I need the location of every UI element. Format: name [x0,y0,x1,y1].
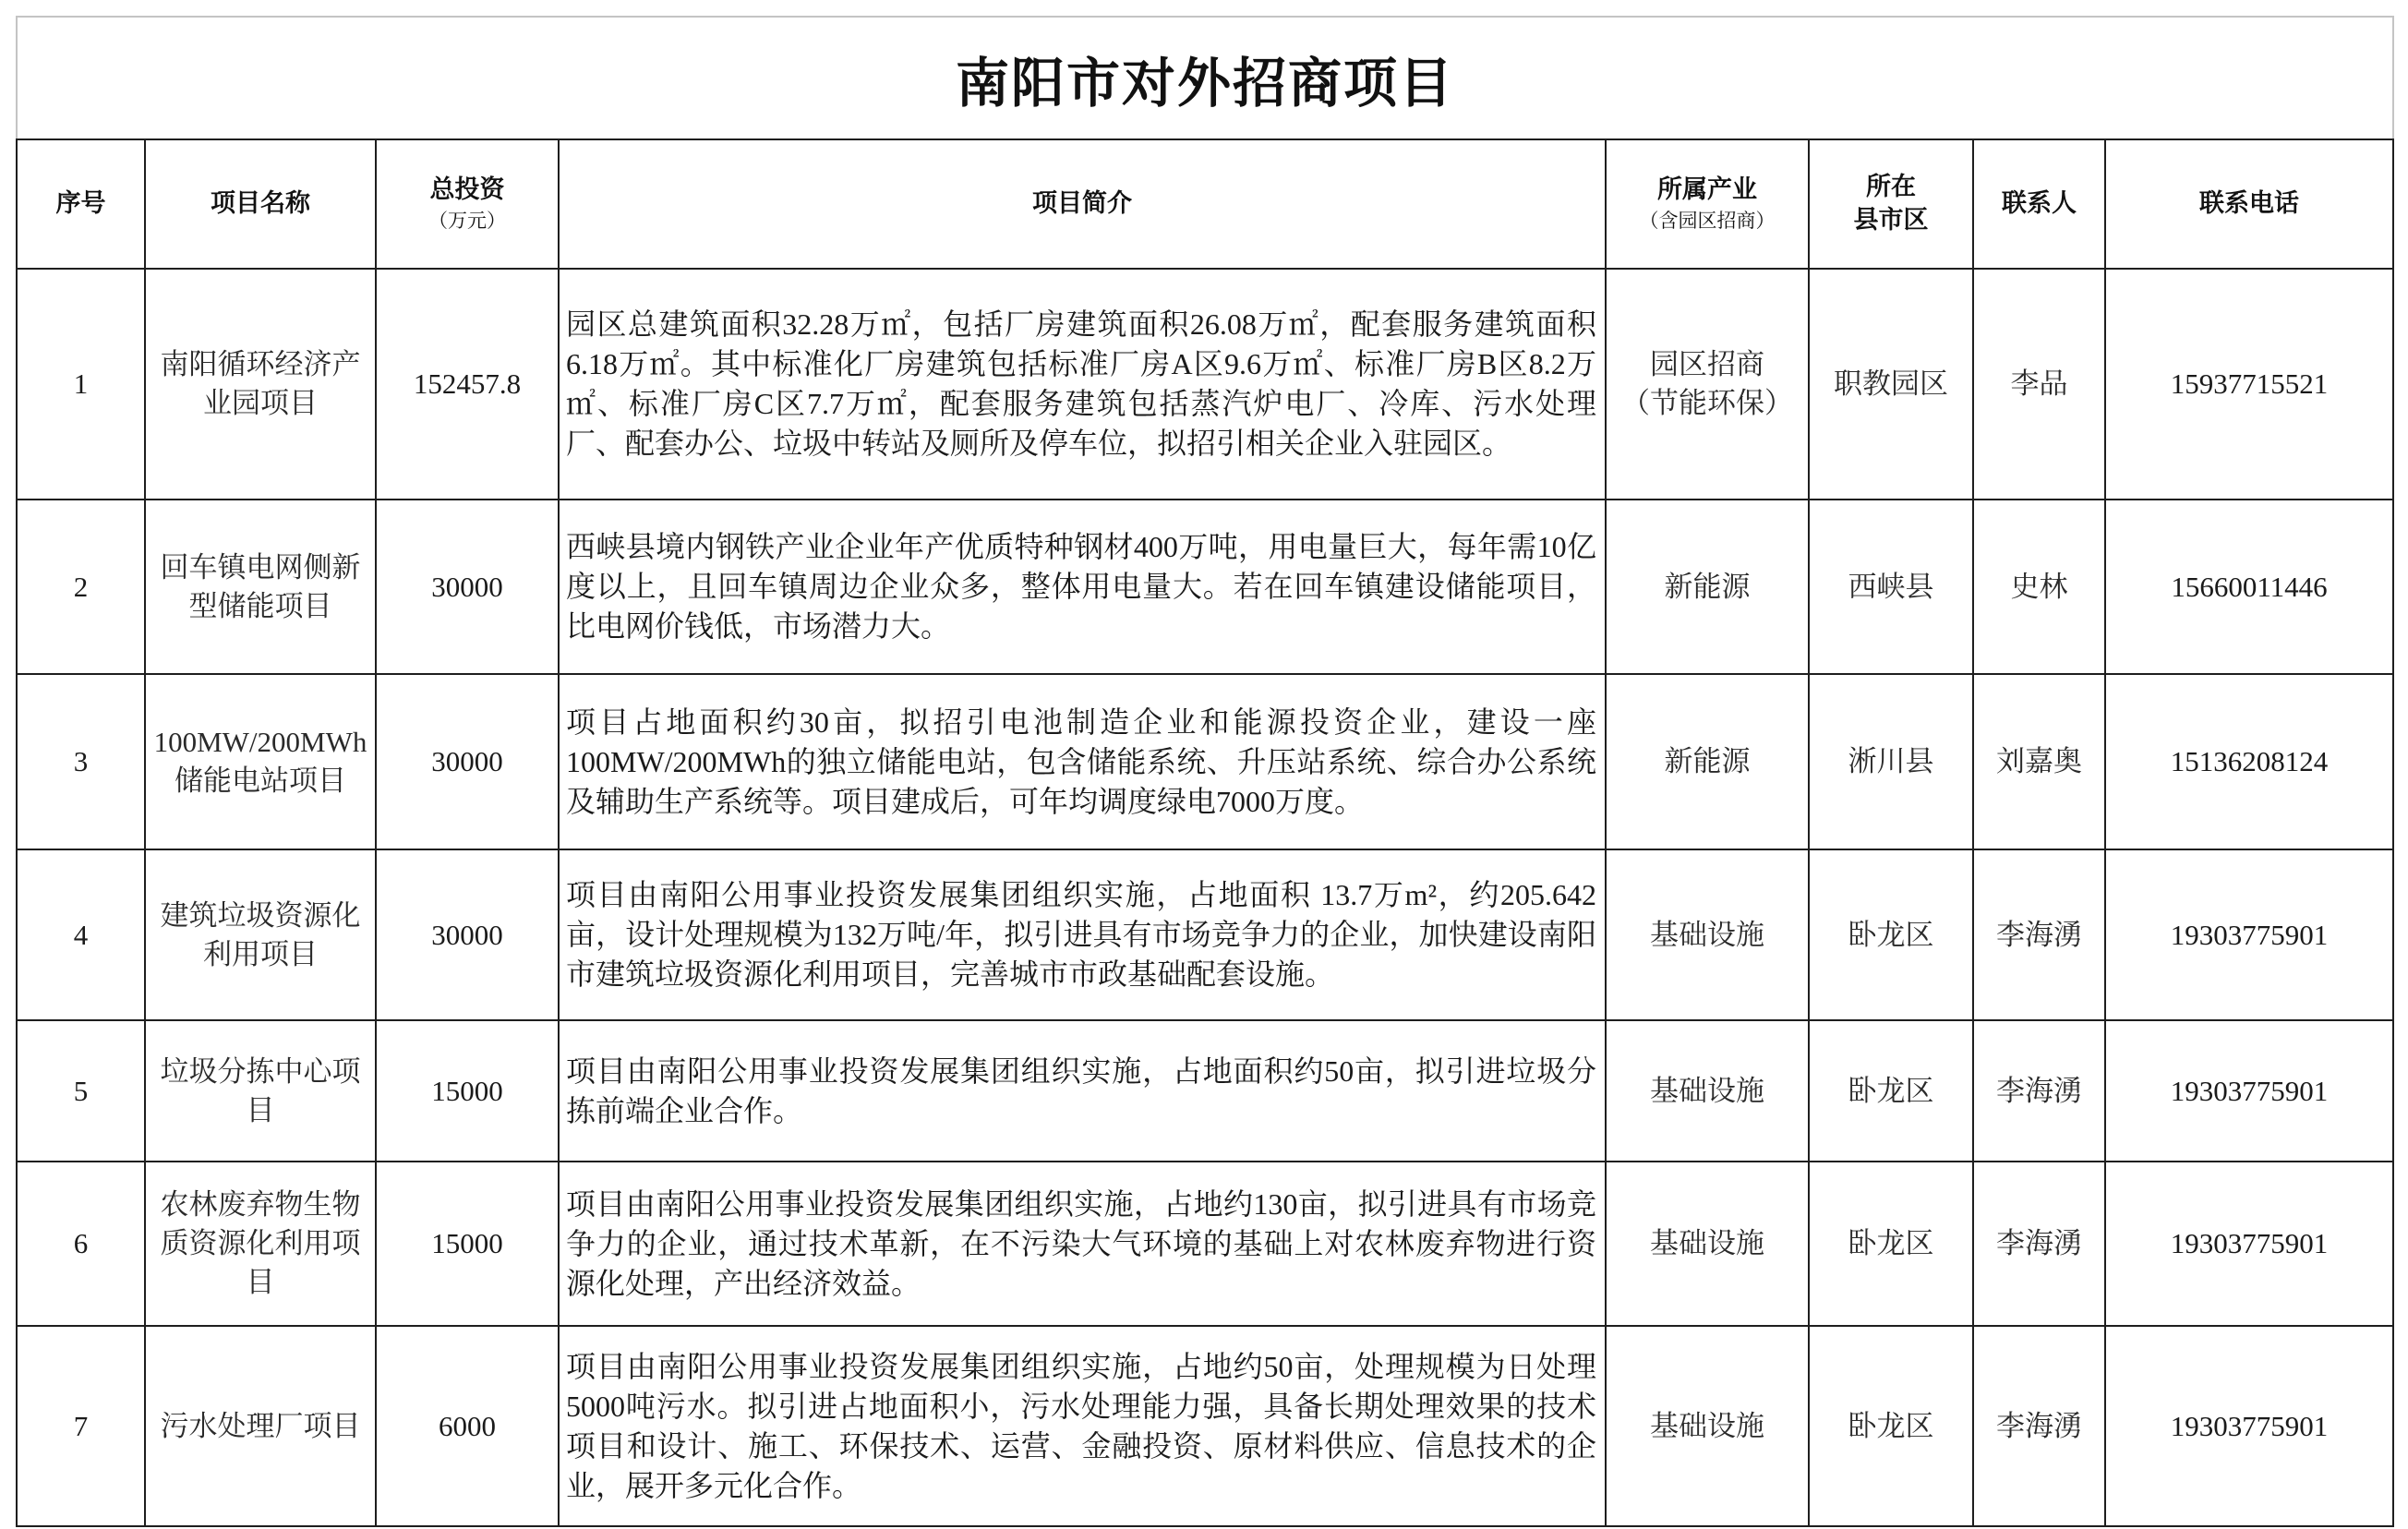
cell-contact: 李海湧 [1973,1162,2105,1326]
cell-phone: 19303775901 [2105,1020,2393,1162]
cell-phone: 15136208124 [2105,674,2393,849]
cell-investment: 6000 [376,1326,559,1526]
table-row [17,1326,2393,1526]
cell-project-name: 建筑垃圾资源化利用项目 [145,849,376,1020]
header-investment-label: 总投资 [429,175,505,204]
cell-seq: 4 [17,849,145,1020]
cell-summary: 项目由南阳公用事业投资发展集团组织实施，占地约50亩，处理规模为日处理5000吨污水。拟引进占地面积小，污水处理能力强，具备长期处理效果的技术项目和设计、施工、环保技术、运营、金融投资、原材料供应、信息技术的企业，展开多元化合作。 [559,1326,1606,1526]
cell-investment: 152457.8 [376,269,559,500]
cell-district: 卧龙区 [1809,1020,1973,1162]
cell-investment: 30000 [376,674,559,849]
cell-district: 卧龙区 [1809,849,1973,1020]
table-title: 南阳市对外招商项目 [17,17,2393,139]
cell-industry: 基础设施 [1606,849,1809,1020]
cell-seq: 7 [17,1326,145,1526]
cell-district: 淅川县 [1809,674,1973,849]
cell-summary: 西峡县境内钢铁产业企业年产优质特种钢材400万吨，用电量巨大，每年需10亿度以上，且回车镇周边企业众多，整体用电量大。若在回车镇建设储能项目，比电网价钱低，市场潜力大。 [559,500,1606,674]
cell-summary: 项目由南阳公用事业投资发展集团组织实施，占地面积约50亩，拟引进垃圾分拣前端企业合作。 [559,1020,1606,1162]
cell-contact: 李品 [1973,269,2105,500]
cell-industry: 新能源 [1606,674,1809,849]
table-row [17,849,2393,1020]
cell-investment: 15000 [376,1020,559,1162]
cell-contact: 史林 [1973,500,2105,674]
cell-industry: 基础设施 [1606,1326,1809,1526]
cell-project-name: 垃圾分拣中心项目 [145,1020,376,1162]
table-row [17,1020,2393,1162]
cell-seq: 5 [17,1020,145,1162]
cell-contact: 李海湧 [1973,1326,2105,1526]
table-row [17,1162,2393,1326]
cell-project-name: 农林废弃物生物质资源化利用项目 [145,1162,376,1326]
cell-contact: 李海湧 [1973,1020,2105,1162]
cell-summary: 项目占地面积约30亩，拟招引电池制造企业和能源投资企业，建设一座100MW/200MWh的独立储能电站，包含储能系统、升压站系统、综合办公系统及辅助生产系统等。项目建成后，可年均调度绿电7000万度。 [559,674,1606,849]
title-row [17,17,2393,139]
cell-phone: 19303775901 [2105,1162,2393,1326]
header-industry-label: 所属产业 [1657,175,1757,204]
header-contact: 联系人 [1973,139,2105,269]
cell-project-name: 南阳循环经济产业园项目 [145,269,376,500]
cell-phone: 19303775901 [2105,1326,2393,1526]
header-industry-note: （含园区招商） [1639,210,1776,232]
cell-industry: 新能源 [1606,500,1809,674]
cell-investment: 15000 [376,1162,559,1326]
cell-seq: 1 [17,269,145,500]
cell-industry: 基础设施 [1606,1020,1809,1162]
cell-project-name: 100MW/200MWh储能电站项目 [145,674,376,849]
investment-projects-table [16,16,2394,1527]
cell-district: 卧龙区 [1809,1326,1973,1526]
cell-summary: 园区总建筑面积32.28万㎡，包括厂房建筑面积26.08万㎡，配套服务建筑面积6.18万㎡。其中标准化厂房建筑包括标准厂房A区9.6万㎡、标准厂房B区8.2万㎡、标准厂房C区7.7万㎡，配套服务建筑包括蒸汽炉电厂、冷库、污水处理厂、配套办公、垃圾中转站及厕所及停车位，拟招引相关企业入驻园区。 [559,269,1606,500]
header-row [17,139,2393,269]
cell-phone: 15937715521 [2105,269,2393,500]
header-seq: 序号 [17,139,145,269]
header-project-name: 项目名称 [145,139,376,269]
header-phone: 联系电话 [2105,139,2393,269]
header-investment [376,139,559,269]
cell-district: 职教园区 [1809,269,1973,500]
cell-phone: 15660011446 [2105,500,2393,674]
cell-investment: 30000 [376,849,559,1020]
cell-district: 西峡县 [1809,500,1973,674]
table-row [17,500,2393,674]
cell-seq: 2 [17,500,145,674]
cell-seq: 6 [17,1162,145,1326]
table-row [17,269,2393,500]
cell-project-name: 回车镇电网侧新型储能项目 [145,500,376,674]
header-investment-unit: （万元） [428,210,506,232]
cell-seq: 3 [17,674,145,849]
cell-industry: 园区招商 （节能环保） [1606,269,1809,500]
cell-project-name: 污水处理厂项目 [145,1326,376,1526]
header-district: 所在 县市区 [1809,139,1973,269]
cell-contact: 刘嘉奥 [1973,674,2105,849]
cell-summary: 项目由南阳公用事业投资发展集团组织实施，占地面积 13.7万m²，约205.642亩，设计处理规模为132万吨/年，拟引进具有市场竞争力的企业，加快建设南阳市建筑垃圾资源化利用项目，完善城市市政基础配套设施。 [559,849,1606,1020]
cell-investment: 30000 [376,500,559,674]
cell-contact: 李海湧 [1973,849,2105,1020]
cell-district: 卧龙区 [1809,1162,1973,1326]
header-industry [1606,139,1809,269]
cell-industry: 基础设施 [1606,1162,1809,1326]
cell-summary: 项目由南阳公用事业投资发展集团组织实施，占地约130亩，拟引进具有市场竞争力的企业，通过技术革新，在不污染大气环境的基础上对农林废弃物进行资源化处理，产出经济效益。 [559,1162,1606,1326]
header-summary: 项目简介 [559,139,1606,269]
table-row [17,674,2393,849]
cell-phone: 19303775901 [2105,849,2393,1020]
